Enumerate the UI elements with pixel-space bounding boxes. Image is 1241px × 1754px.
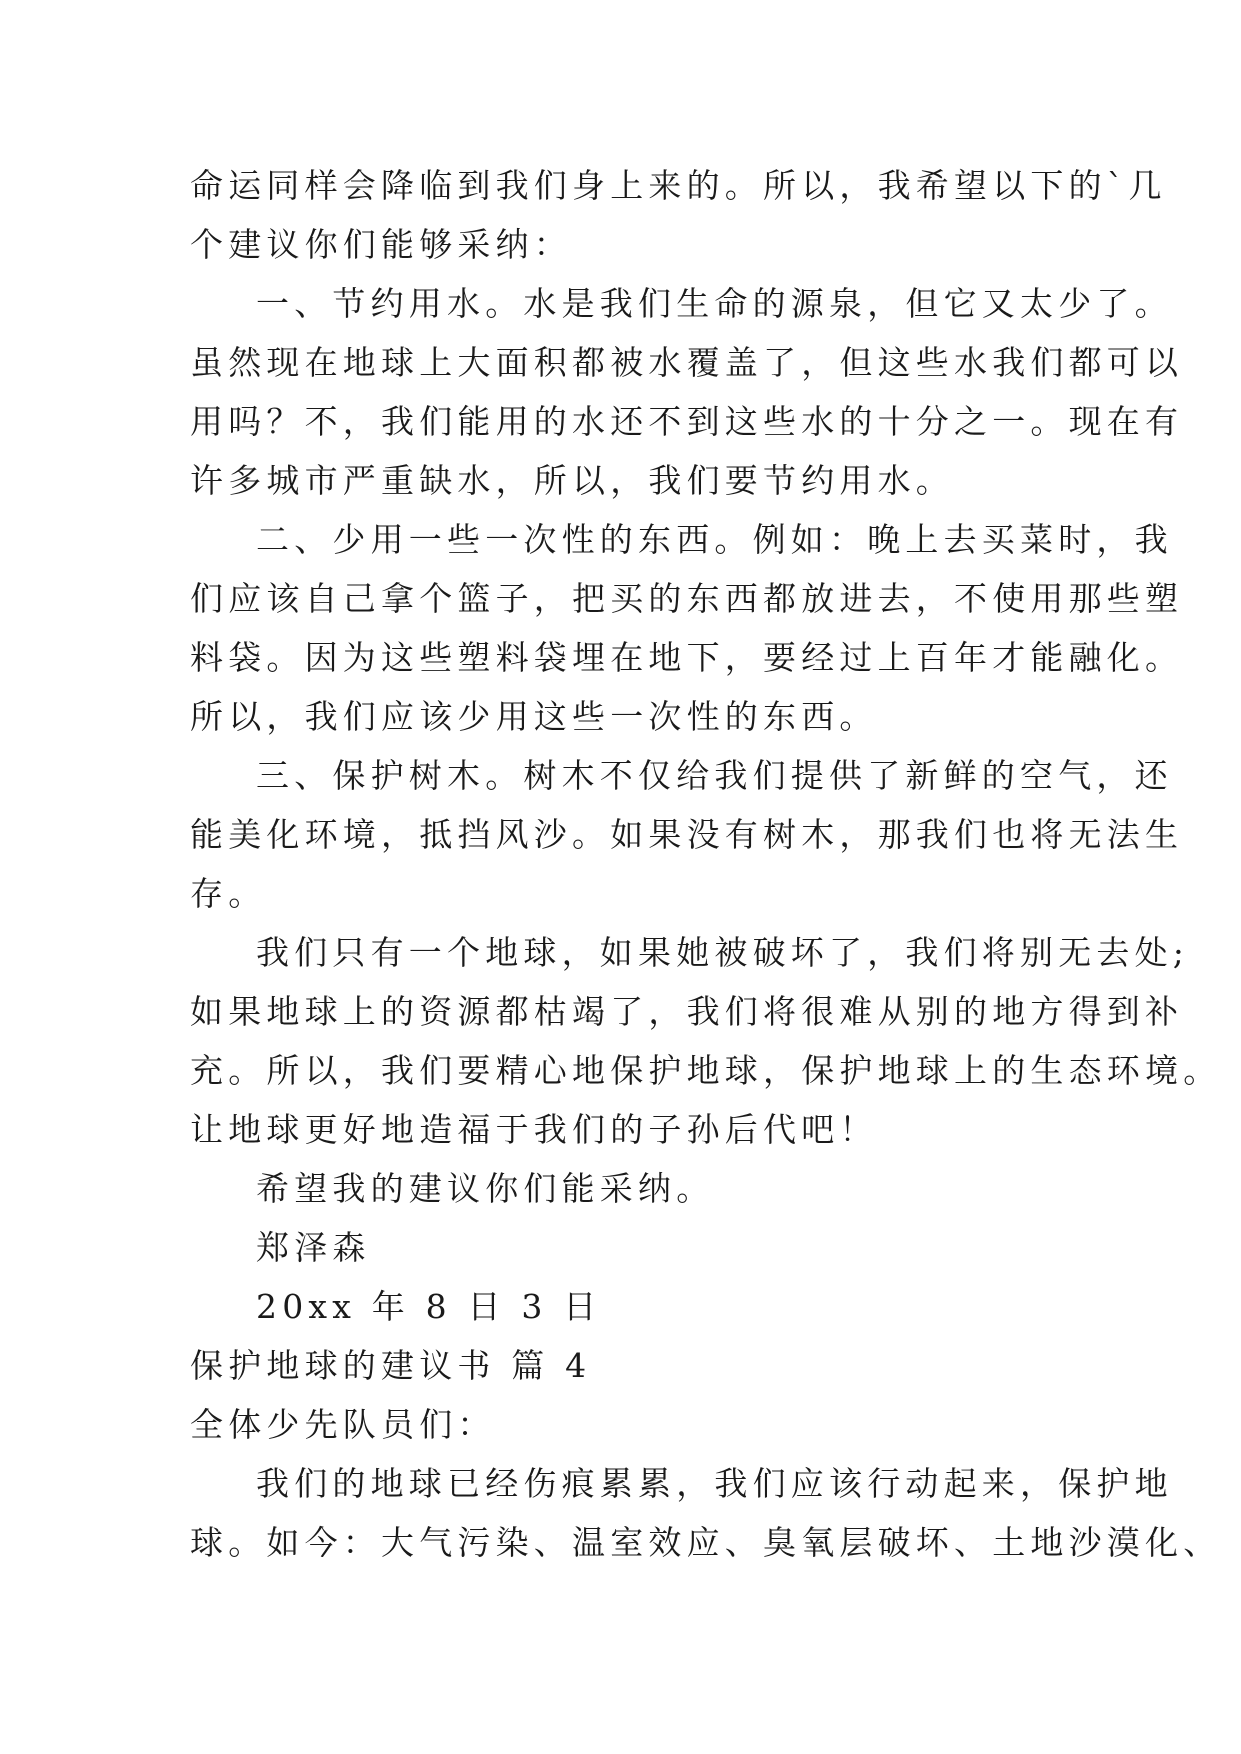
text-line: 所以，我们应该少用这些一次性的东西。 — [190, 697, 878, 736]
text-line: 用吗？不，我们能用的水还不到这些水的十分之一。现在有 — [190, 402, 1184, 441]
text-line: 如果地球上的资源都枯竭了，我们将很难从别的地方得到补 — [190, 992, 1184, 1031]
text-line: 让地球更好地造福于我们的子孙后代吧！ — [190, 1110, 878, 1149]
text-line: 充。所以，我们要精心地保护地球，保护地球上的生态环境。 — [190, 1051, 1222, 1090]
text-line: 们应该自己拿个篮子，把买的东西都放进去，不使用那些塑 — [190, 579, 1184, 618]
text-line: 料袋。因为这些塑料袋埋在地下，要经过上百年才能融化。 — [190, 638, 1184, 677]
text-line: 能美化环境，抵挡风沙。如果没有树木，那我们也将无法生 — [190, 815, 1184, 854]
closing-line: 希望我的建议你们能采纳。 — [256, 1169, 715, 1208]
document-body — [190, 156, 1222, 1572]
text-line: 命运同样会降临到我们身上来的。所以，我希望以下的`几 — [190, 166, 1167, 205]
text-line: 个建议你们能够采纳： — [190, 225, 572, 264]
signature-date: 20xx 年 8 日 3 日 — [256, 1287, 602, 1326]
salutation: 全体少先队员们： — [190, 1405, 496, 1444]
section-heading: 保护地球的建议书 篇 4 — [190, 1346, 592, 1385]
paragraph-first-line: 一、节约用水。水是我们生命的源泉，但它又太少了。 — [256, 284, 1173, 323]
text-line: 存。 — [190, 874, 267, 913]
paragraph-first-line: 二、少用一些一次性的东西。例如：晚上去买菜时，我 — [256, 520, 1173, 559]
paragraph-first-line: 我们只有一个地球，如果她被破坏了，我们将别无去处; — [256, 933, 1190, 972]
paragraph-first-line: 三、保护树木。树木不仅给我们提供了新鲜的空气，还 — [256, 756, 1173, 795]
text-line: 球。如今：大气污染、温室效应、臭氧层破坏、土地沙漠化、 — [190, 1523, 1222, 1562]
signature-name: 郑泽森 — [256, 1228, 371, 1267]
text-line: 虽然现在地球上大面积都被水覆盖了，但这些水我们都可以 — [190, 343, 1184, 382]
text-line: 许多城市严重缺水，所以，我们要节约用水。 — [190, 461, 954, 500]
paragraph-first-line: 我们的地球已经伤痕累累，我们应该行动起来，保护地 — [256, 1464, 1173, 1503]
